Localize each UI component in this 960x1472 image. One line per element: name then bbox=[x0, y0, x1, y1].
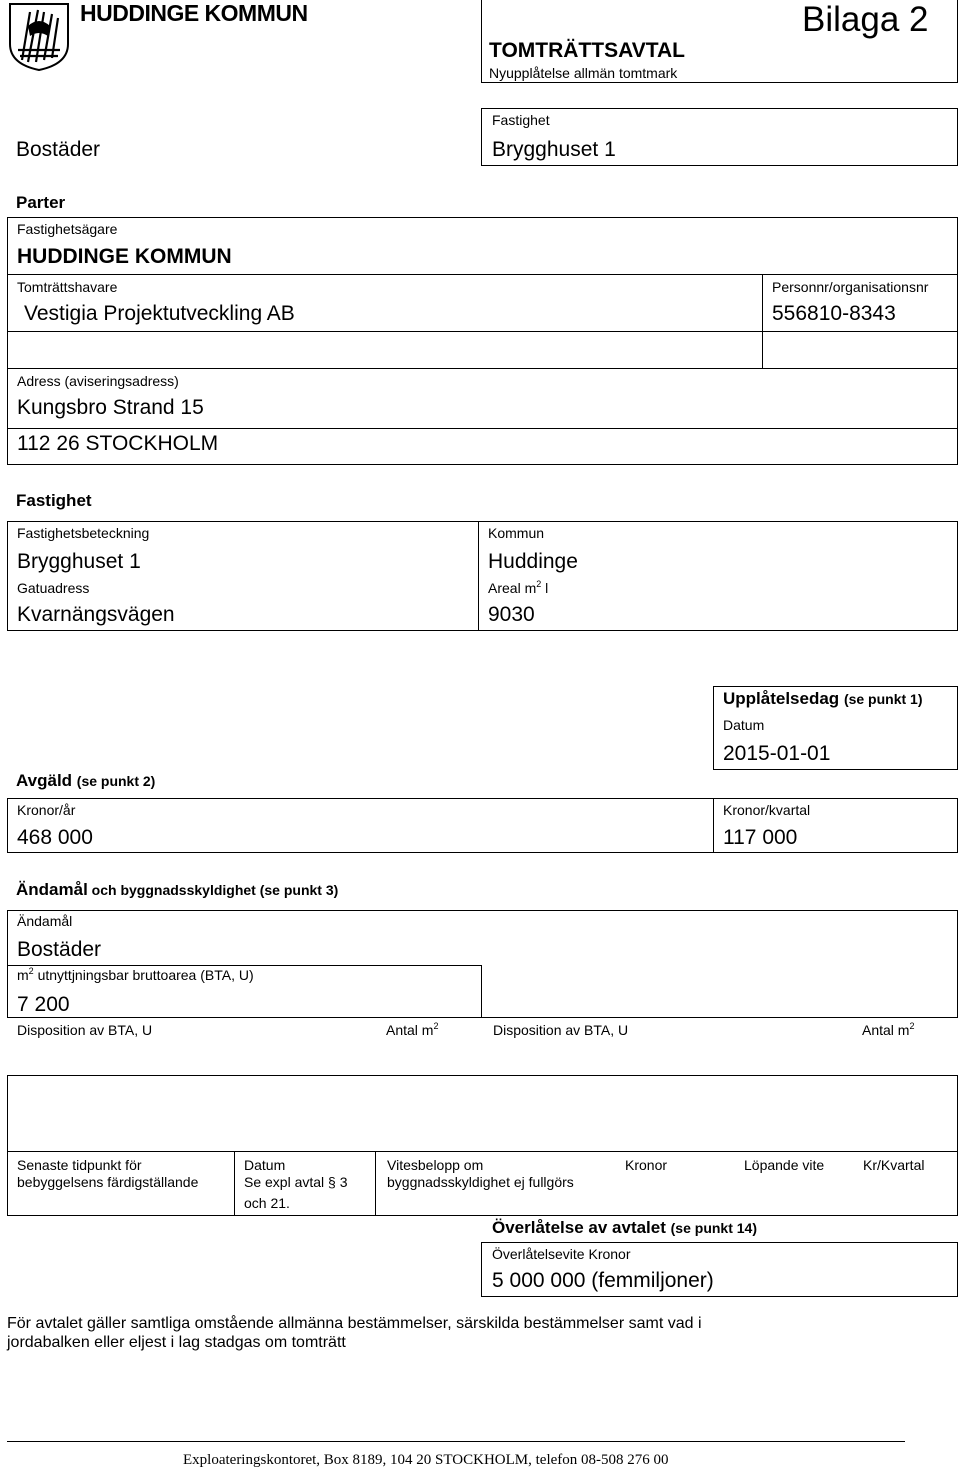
footer-text: Exploateringskontoret, Box 8189, 104 20 STOCKHOLM, telefon 08-508 276 00 bbox=[183, 1452, 669, 1468]
area-label-suffix: l bbox=[541, 580, 549, 596]
purpose-heading-rest: och byggnadsskyldighet (se punkt 3) bbox=[87, 882, 339, 898]
grant-heading-text: Upplåtelsedag bbox=[723, 689, 840, 708]
penalty-label-2: byggnadsskyldighet ej fullgörs bbox=[387, 1174, 574, 1190]
bta-label bbox=[17, 967, 254, 983]
parties-divider-2 bbox=[7, 331, 958, 332]
grant-heading bbox=[723, 689, 923, 709]
doc-subtitle: Nyupplåtelse allmän tomtmark bbox=[489, 65, 678, 81]
disposition-box bbox=[7, 1075, 958, 1216]
bta-label-text: m bbox=[17, 967, 29, 983]
purpose-heading bbox=[16, 880, 338, 900]
parties-col-divider bbox=[762, 274, 763, 368]
fee-heading bbox=[16, 771, 155, 791]
holder-label: Tomträttshavare bbox=[17, 279, 118, 295]
grant-heading-ref: (se punkt 1) bbox=[843, 691, 923, 707]
antal-label-1-text: Antal m bbox=[386, 1022, 434, 1038]
fee-year-label: Kronor/år bbox=[17, 802, 76, 818]
general-text-line2: jordabalken eller eljest i lag stadgas om tomträtt bbox=[7, 1334, 346, 1351]
orgnr-value: 556810-8343 bbox=[772, 302, 896, 325]
parties-heading: Parter bbox=[16, 193, 66, 212]
penalty-label-1: Vitesbelopp om bbox=[387, 1157, 484, 1173]
property-top-label: Fastighet bbox=[492, 112, 550, 128]
deadline-label-1: Senaste tidpunkt för bbox=[17, 1157, 142, 1173]
bta-label-sup: 2 bbox=[28, 966, 34, 976]
orgnr-label: Personnr/organisationsnr bbox=[772, 279, 929, 295]
antal-label-2 bbox=[862, 1022, 914, 1038]
purpose-col-divider bbox=[481, 965, 482, 1018]
deadline-label-2: bebyggelsens färdigställande bbox=[17, 1174, 199, 1190]
penalty-kronor-label: Kronor bbox=[625, 1157, 668, 1173]
antal-label-2-text: Antal m bbox=[862, 1022, 910, 1038]
antal-label-2-sup: 2 bbox=[909, 1021, 915, 1031]
municipality-label: Kommun bbox=[488, 525, 545, 541]
property-col-divider bbox=[478, 521, 479, 631]
area-label-sup: 2 bbox=[536, 579, 542, 589]
transfer-penalty-label: Överlåtelsevite Kronor bbox=[492, 1246, 631, 1262]
org-name: HUDDINGE KOMMUN bbox=[80, 0, 308, 26]
completion-date-label: Datum bbox=[244, 1157, 286, 1173]
transfer-heading bbox=[492, 1218, 757, 1238]
purpose-divider bbox=[7, 965, 482, 966]
antal-label-1-sup: 2 bbox=[433, 1021, 439, 1031]
completion-col-divider-1 bbox=[234, 1151, 235, 1216]
bta-value: 7 200 bbox=[17, 993, 70, 1016]
fee-quarter-value: 117 000 bbox=[723, 826, 798, 849]
property-top-value: Brygghuset 1 bbox=[492, 138, 616, 161]
owner-value: HUDDINGE KOMMUN bbox=[17, 245, 232, 268]
disposition-label-2: Disposition av BTA, U bbox=[493, 1022, 629, 1038]
general-text-line1: För avtalet gäller samtliga omstående allmänna bestämmelser, särskilda bestämmelser samt vad i bbox=[7, 1315, 702, 1332]
municipality-logo bbox=[8, 2, 70, 72]
completion-col-divider-2 bbox=[375, 1151, 376, 1216]
disposition-label-1: Disposition av BTA, U bbox=[17, 1022, 153, 1038]
parties-divider-1 bbox=[7, 274, 958, 275]
grant-date-value: 2015-01-01 bbox=[723, 742, 831, 765]
completion-date-text-2: och 21. bbox=[244, 1195, 290, 1211]
fee-heading-ref: (se punkt 2) bbox=[76, 773, 156, 789]
address-line2: 112 26 STOCKHOLM bbox=[17, 432, 219, 455]
bta-label-suffix: utnyttjningsbar bruttoarea (BTA, U) bbox=[33, 967, 254, 983]
fee-box bbox=[7, 798, 958, 853]
purpose-value: Bostäder bbox=[17, 938, 102, 961]
parties-divider-3 bbox=[7, 368, 958, 369]
fee-col-divider bbox=[713, 798, 714, 853]
fee-heading-text: Avgäld bbox=[16, 771, 73, 790]
holder-value: Vestigia Projektutveckling AB bbox=[24, 302, 295, 325]
area-label bbox=[488, 580, 548, 596]
area-value: 9030 bbox=[488, 603, 535, 626]
disposition-divider bbox=[7, 1151, 958, 1152]
fee-year-value: 468 000 bbox=[17, 826, 93, 849]
purpose-heading-main: Ändamål bbox=[16, 880, 88, 899]
transfer-penalty-value: 5 000 000 (femmiljoner) bbox=[492, 1269, 714, 1292]
running-penalty-label: Löpande vite bbox=[744, 1157, 825, 1173]
per-quarter-label: Kr/Kvartal bbox=[863, 1157, 925, 1173]
street-value: Kvarnängsvägen bbox=[17, 603, 175, 626]
owner-label: Fastighetsägare bbox=[17, 221, 118, 237]
designation-label: Fastighetsbeteckning bbox=[17, 525, 150, 541]
purpose-box bbox=[7, 910, 958, 1018]
transfer-heading-ref: (se punkt 14) bbox=[670, 1220, 757, 1236]
street-label: Gatuadress bbox=[17, 580, 90, 596]
transfer-heading-text: Överlåtelse av avtalet bbox=[492, 1218, 666, 1237]
purpose-label: Ändamål bbox=[17, 913, 73, 929]
grant-date-label: Datum bbox=[723, 717, 765, 733]
antal-label-1 bbox=[386, 1022, 438, 1038]
address-label: Adress (aviseringsadress) bbox=[17, 373, 179, 389]
property-heading: Fastighet bbox=[16, 491, 92, 510]
doc-title: TOMTRÄTTSAVTAL bbox=[489, 39, 685, 62]
purpose-top: Bostäder bbox=[16, 138, 101, 161]
address-line1: Kungsbro Strand 15 bbox=[17, 396, 204, 419]
completion-date-text-1: Se expl avtal § 3 bbox=[244, 1174, 348, 1190]
area-label-text: Areal m bbox=[488, 580, 537, 596]
annex-label: Bilaga 2 bbox=[802, 0, 929, 39]
designation-value: Brygghuset 1 bbox=[17, 550, 141, 573]
municipality-value: Huddinge bbox=[488, 550, 578, 573]
footer-rule bbox=[7, 1441, 905, 1442]
parties-divider-4 bbox=[7, 428, 958, 429]
fee-quarter-label: Kronor/kvartal bbox=[723, 802, 811, 818]
